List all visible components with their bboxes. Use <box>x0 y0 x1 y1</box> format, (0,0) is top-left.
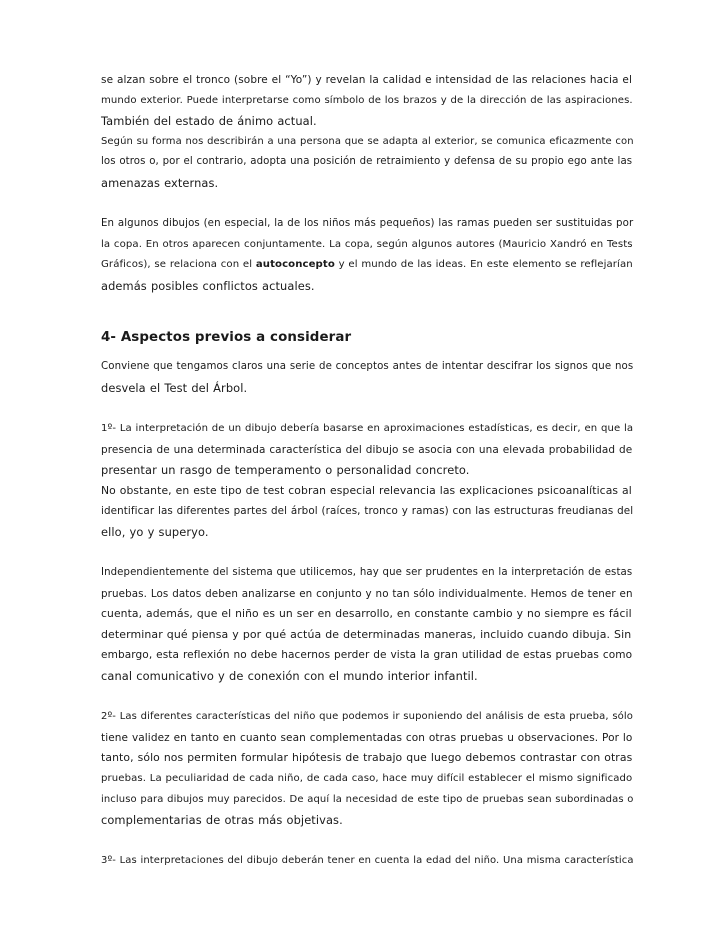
paragraph-form <box>101 132 634 194</box>
text-line: determinar qué piensa y por qué actúa de determinadas maneras, incluido cuando dibuja. Sin <box>101 627 632 641</box>
text-line: presentar un rasgo de temperamento o personalidad concreto. <box>101 463 470 478</box>
paragraph-branches <box>101 70 631 132</box>
paragraph-crown <box>101 214 634 296</box>
text-line: Independientemente del sistema que utilicemos, hay que ser prudentes en la interpretación de estas <box>101 567 633 579</box>
text-line: cuenta, además, que el niño es un ser en desarrollo, en constante cambio y no siempre es fácil <box>101 607 632 621</box>
text-line: los otros o, por el contrario, adopta una posición de retraimiento y defensa de su propio ego ante las <box>101 156 633 168</box>
paragraph-point-1 <box>101 419 634 481</box>
text-line: canal comunicativo y de conexión con el mundo interior infantil. <box>101 669 478 684</box>
text-line: Según su forma nos describirán a una persona que se adapta al exterior, se comunica eficazmente con <box>101 135 634 147</box>
text-run: y el mundo de las ideas. En este elemento se reflejarían <box>334 259 633 271</box>
text-line: Conviene que tengamos claros una serie de conceptos antes de intentar descifrar los signos que nos <box>101 361 634 373</box>
text-line: 3º- Las interpretaciones del dibujo deberán tener en cuenta la edad del niño. Una misma característica <box>101 855 634 867</box>
text-line: tanto, sólo nos permiten formular hipótesis de trabajo que luego debemos contrastar con otras <box>101 751 633 765</box>
text-run: Gráficos), se relaciona con el <box>101 259 256 271</box>
text-line: También del estado de ánimo actual. <box>101 114 317 129</box>
paragraph-point-2 <box>101 707 634 831</box>
text-line: identificar las diferentes partes del árbol (raíces, tronco y ramas) con las estructuras freudianas del <box>101 505 634 518</box>
text-line: En algunos dibujos (en especial, la de los niños más pequeños) las ramas pueden ser sustituidas por <box>101 218 634 230</box>
text-line: amenazas externas. <box>101 175 219 190</box>
paragraph-intro <box>101 357 634 398</box>
text-line: complementarias de otras más objetivas. <box>101 813 343 828</box>
text-line: incluso para dibujos muy parecidos. De aquí la necesidad de este tipo de pruebas sean subordinadas o <box>101 793 634 805</box>
text-line: 2º- Las diferentes características del niño que podemos ir suponiendo del análisis de esta prueba, sólo <box>101 711 633 723</box>
bold-term: autoconcepto <box>255 259 335 271</box>
text-line: tiene validez en tanto en cuanto sean complementadas con otras pruebas u observaciones. Por lo <box>101 731 633 744</box>
text-line: 1º- La interpretación de un dibujo debería basarse en aproximaciones estadísticas, es decir, en que la <box>101 422 634 434</box>
text-line: además posibles conflictos actuales. <box>101 278 315 293</box>
paragraph-prudence <box>101 563 631 687</box>
text-line: desvela el Test del Árbol. <box>101 380 248 395</box>
text-line: No obstante, en este tipo de test cobran especial relevancia las explicaciones psicoanalíticas al <box>101 483 632 497</box>
text-line: se alzan sobre el tronco (sobre el “Yo”) y revelan la calidad e intensidad de las relaciones hacia el <box>101 74 632 86</box>
text-line: presencia de una determinada característica del dibujo se asocia con una elevada probabilidad de <box>101 443 633 456</box>
document-body <box>101 70 634 872</box>
paragraph-psychoanalytic <box>101 481 634 543</box>
text-line: mundo exterior. Puede interpretarse como símbolo de los brazos y de la dirección de las aspiraciones. <box>101 94 633 106</box>
text-line: la copa. En otros aparecen conjuntamente. La copa, según algunos autores (Mauricio Xandró en Tests <box>101 238 633 250</box>
text-line: embargo, esta reflexión no debe hacernos perder de vista la gran utilidad de estas pruebas como <box>101 649 633 662</box>
text-line: pruebas. La peculiaridad de cada niño, de cada caso, hace muy difícil establecer el mismo significado <box>101 773 633 784</box>
text-line: pruebas. Los datos deben analizarse en conjunto y no tan sólo individualmente. Hemos de tener en <box>101 587 633 600</box>
section-heading: 4- Aspectos previos a considerar <box>101 330 352 346</box>
paragraph-point-3 <box>101 851 634 872</box>
text-line <box>101 255 631 276</box>
text-line: ello, yo y superyo. <box>101 524 209 539</box>
